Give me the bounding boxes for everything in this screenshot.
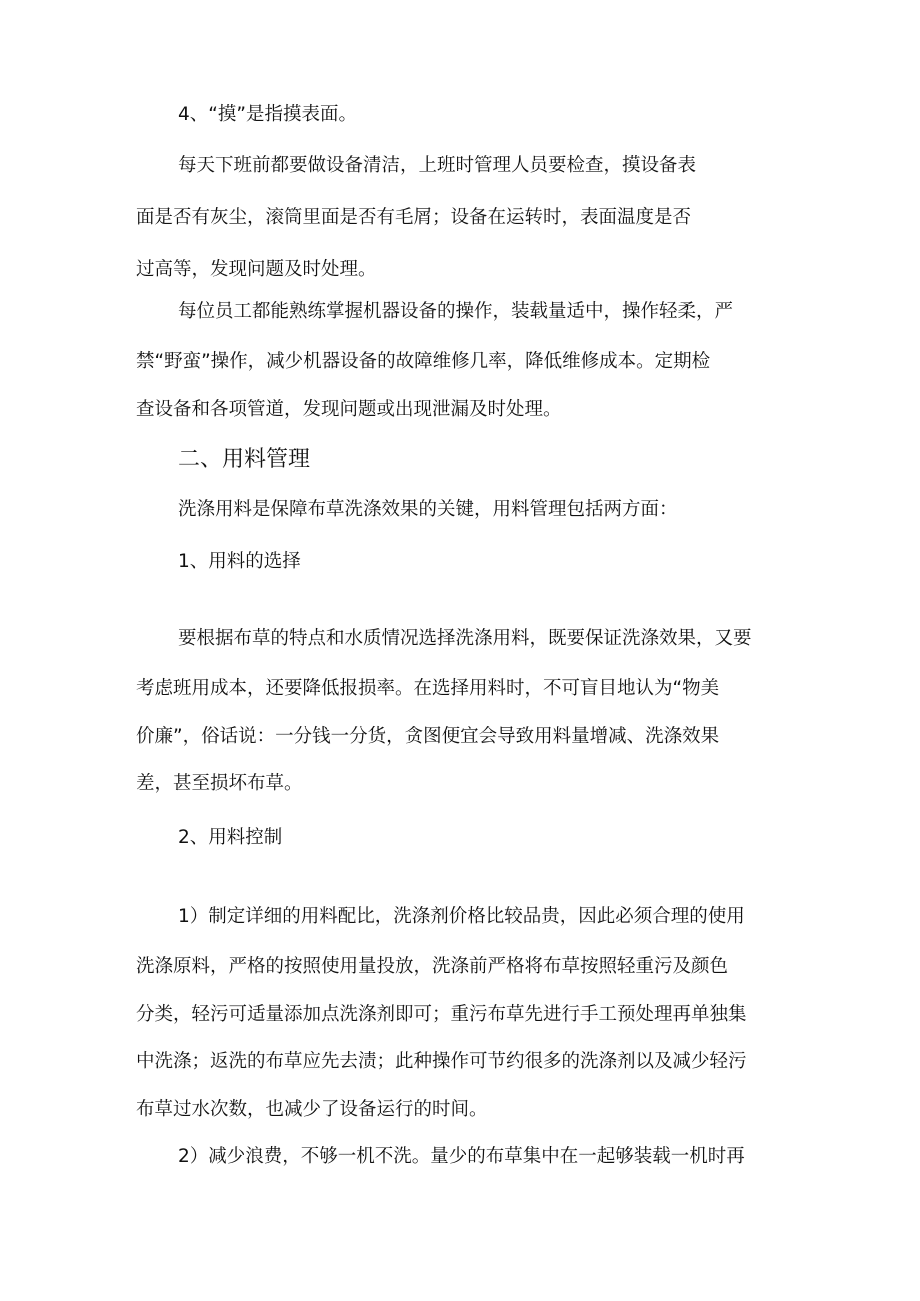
paragraph-line: 要根据布草的特点和水质情况选择洗涤用料，既要保证洗涤效果，又要	[178, 628, 752, 649]
paragraph-line: 禁“野蛮”操作，减少机器设备的故障维修几率，降低维修成本。定期检	[136, 351, 711, 372]
paragraph-line: 每位员工都能熟练掌握机器设备的操作，装载量适中，操作轻柔，严	[178, 301, 734, 322]
paragraph-line: 过高等，发现问题及时处理。	[136, 259, 377, 280]
subheading-1: 1、用料的选择	[178, 551, 301, 572]
paragraph-line: 洗涤原料，严格的按照使用量投放，洗涤前严格将布草按照轻重污及颜色	[136, 956, 729, 977]
paragraph-line: 中洗涤；返洗的布草应先去渍；此种操作可节约很多的洗涤剂以及减少轻污	[136, 1051, 747, 1072]
paragraph-line: 查设备和各项管道，发现问题或出现泄漏及时处理。	[136, 399, 562, 420]
paragraph-line: 每天下班前都要做设备清洁，上班时管理人员要检查，摸设备表	[178, 155, 697, 176]
paragraph-line: 洗涤用料是保障布草洗涤效果的关键，用料管理包括两方面：	[178, 499, 678, 520]
paragraph-line: 考虑班用成本，还要降低报损率。在选择用料时，不可盲目地认为“物美	[136, 678, 720, 699]
paragraph-line: 布草过水次数，也减少了设备运行的时间。	[136, 1099, 488, 1120]
paragraph-line: 差，甚至损坏布草。	[136, 773, 303, 794]
section-title: 二、用料管理	[178, 447, 311, 472]
paragraph-line: 分类，轻污可适量添加点洗涤剂即可；重污布草先进行手工预处理再单独集	[136, 1004, 747, 1025]
subheading-4: 4、“摸”是指摸表面。	[178, 104, 357, 125]
subheading-2: 2、用料控制	[178, 827, 283, 848]
paragraph-line: 价廉”，俗话说：一分钱一分货，贪图便宜会导致用料量增减、洗涤效果	[136, 726, 720, 747]
paragraph-line: 1）制定详细的用料配比，洗涤剂价格比较品贵，因此必须合理的使用	[178, 906, 745, 927]
paragraph-line: 面是否有灰尘，滚筒里面是否有毛屑；设备在运转时，表面温度是否	[136, 207, 692, 228]
paragraph-line: 2）减少浪费，不够一机不洗。量少的布草集中在一起够装载一机时再	[178, 1146, 745, 1167]
